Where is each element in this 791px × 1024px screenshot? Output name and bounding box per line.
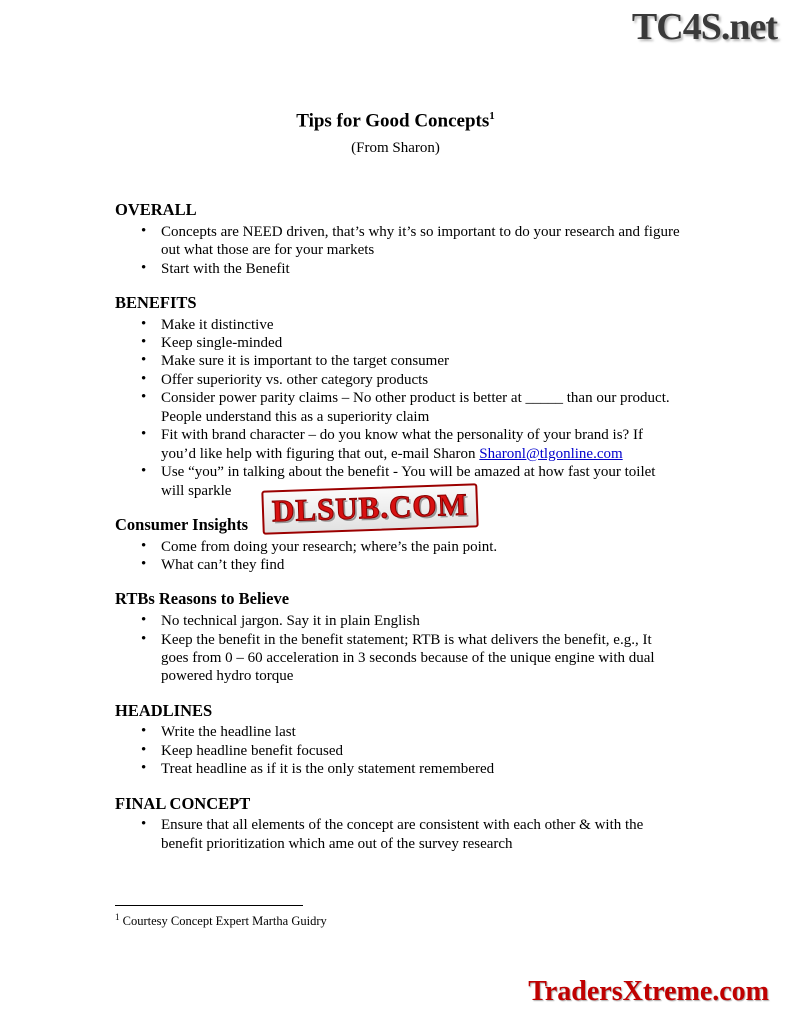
- email-link[interactable]: Sharonl@tlgonline.com: [479, 445, 623, 462]
- section-headlines: [115, 701, 680, 779]
- list-item: • No technical jargon. Say it in plain English: [115, 612, 680, 630]
- section-rtbs: [115, 589, 680, 685]
- section-final-concept: [115, 794, 680, 854]
- section-heading: FINAL CONCEPT: [115, 793, 251, 813]
- list-item: • Keep the benefit in the benefit statement; RTB is what delivers the benefit, e.g., It goes from 0 – 60 acceleration in 3 seconds because of the unique engine with dual powered hydro torque: [115, 631, 680, 686]
- page-title: [0, 110, 791, 132]
- watermark-center: DLSUB.COM: [261, 483, 478, 535]
- section-bullet-list: [115, 316, 680, 500]
- footnote-divider: [115, 905, 303, 906]
- watermark-bottom: TradersXtreme.com: [528, 976, 769, 1007]
- page-title-text: Tips for Good Concepts: [296, 110, 490, 132]
- section-heading: OVERALL: [115, 200, 197, 219]
- footnote-text: Courtesy Concept Expert Martha Guidry: [122, 914, 327, 929]
- section-bullet-list: [115, 223, 680, 278]
- title-footnote-marker: 1: [489, 110, 495, 122]
- list-item: • Make sure it is important to the target consumer: [115, 352, 680, 370]
- list-item: • Use “you” in talking about the benefit - You will be amazed at how fast your toilet will sparkle: [115, 463, 680, 500]
- list-item: • Keep headline benefit focused: [115, 742, 680, 760]
- list-item: • Treat headline as if it is the only statement remembered: [115, 760, 680, 778]
- footnote: [115, 912, 327, 929]
- section-heading: Consumer Insights: [115, 514, 249, 534]
- list-item-with-email: [115, 426, 680, 463]
- footnote-marker: 1: [115, 912, 120, 922]
- section-benefits: [115, 293, 680, 500]
- list-item: • Come from doing your research; where’s the pain point.: [115, 538, 680, 556]
- section-bullet-list: [115, 816, 680, 853]
- list-item-text: Fit with brand character – do you know what the personality of your brand is? If you’d like help with figuring that out, e-mail Sharon: [161, 427, 643, 462]
- section-heading: RTBs Reasons to Believe: [115, 589, 290, 609]
- section-bullet-list: [115, 538, 680, 575]
- section-bullet-list: [115, 612, 680, 686]
- section-heading: BENEFITS: [115, 292, 197, 312]
- list-item: • Offer superiority vs. other category products: [115, 371, 680, 389]
- list-item: • Make it distinctive: [115, 316, 680, 334]
- section-overall: [115, 200, 680, 278]
- list-item: • Ensure that all elements of the concept are consistent with each other & with the benefit prioritization which ame out of the survey research: [115, 816, 680, 853]
- list-item: • Start with the Benefit: [115, 260, 680, 278]
- page-subtitle: (From Sharon): [351, 140, 440, 156]
- list-item: • Keep single-minded: [115, 334, 680, 352]
- list-item: • Write the headline last: [115, 723, 680, 741]
- list-item: • What can’t they find: [115, 556, 680, 574]
- watermark-top: TC4S.net: [631, 6, 777, 48]
- list-item: • Concepts are NEED driven, that’s why it’s so important to do your research and figure out what those are for your markets: [115, 223, 680, 260]
- list-item: • Consider power parity claims – No other product is better at _____ than our product. People understand this as a superiority claim: [115, 389, 680, 426]
- section-heading: HEADLINES: [115, 700, 213, 720]
- section-bullet-list: [115, 723, 680, 778]
